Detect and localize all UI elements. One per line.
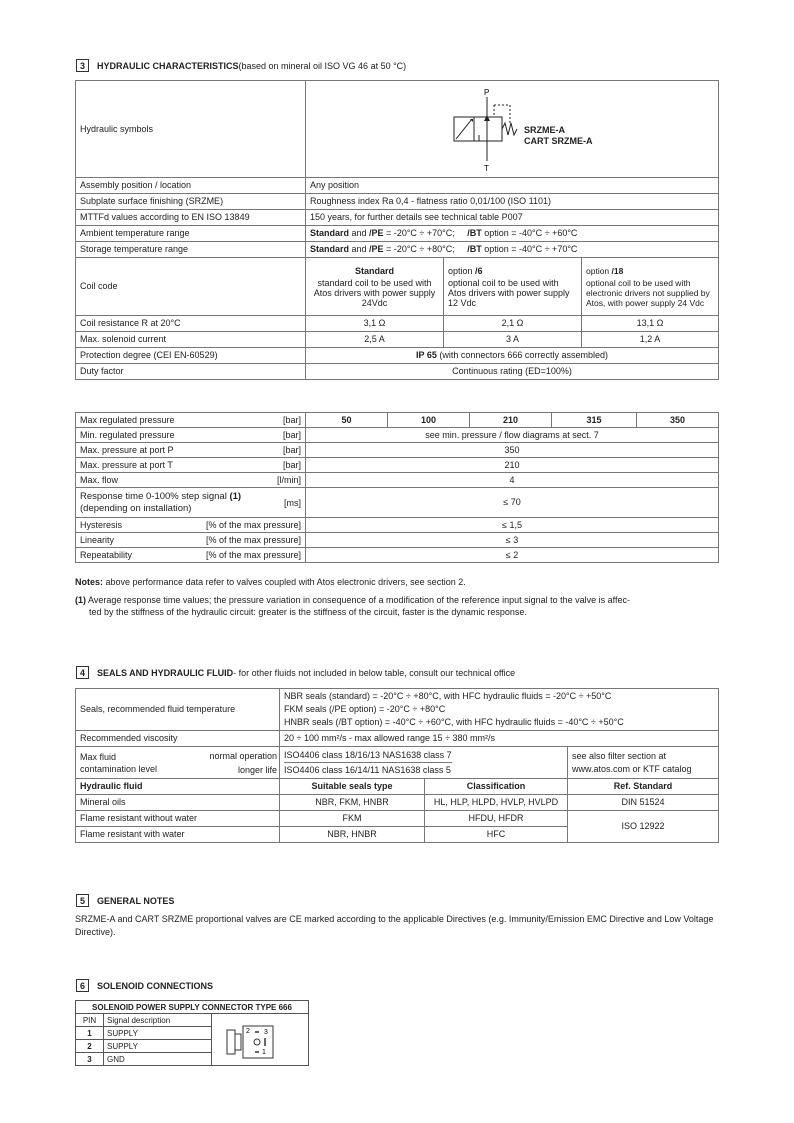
duty-value: Continuous rating (ED=100%) [306,364,719,380]
general-notes-text: SRZME-A and CART SRZME proportional valves are CE marked according to the applicable Directives (e.g. Immunity/Emission EMC Directive and Low Voltage Directive). [75,914,714,937]
hysteresis-label: Hysteresis [76,518,188,533]
storage-label: Storage temperature range [76,242,306,258]
connector-pin-2-label: 2 [246,1028,250,1035]
pin-number: 1 [76,1027,104,1040]
section-subtitle: - for other fluids not included in below table, consult our technical office [233,667,516,678]
hysteresis-value: ≤ 1,5 [306,518,719,533]
coil-resistance-std: 3,1 Ω [306,316,444,332]
fluid-name: Flame resistant with water [76,827,280,843]
pressure-50: 50 [306,413,388,428]
head-seals-type: Suitable seals type [280,779,425,795]
response-time-label: Response time 0-100% step signal (1) (depending on installation) [ms] [76,488,306,518]
mttfd-value: 150 years, for further details see technical table P007 [306,210,719,226]
symbols-label: Hydraulic symbols [76,81,306,178]
section-3-header [76,59,406,72]
fluid-classification: HFC [425,827,568,843]
max-pressure-p-unit: [bar] [188,443,306,458]
coil-resistance-18: 13,1 Ω [582,316,719,332]
seals-label: Seals, recommended fluid temperature [76,689,280,731]
fluid-ref: DIN 51524 [568,795,719,811]
contamination-conditions: normal operation longer life [196,747,280,779]
hysteresis-unit: [% of the max pressure] [188,518,306,533]
fluid-name: Mineral oils [76,795,280,811]
section-number: 4 [76,666,89,679]
solenoid-current-label: Max. solenoid current [76,332,306,348]
hydraulic-characteristics-table [75,80,719,380]
fluid-classification: HFDU, HFDR [425,811,568,827]
max-pressure-t-label: Max. pressure at port T [76,458,188,473]
min-regulated-value: see min. pressure / flow diagrams at sect. 7 [306,428,719,443]
table-row [76,795,719,811]
section-number: 6 [76,979,89,992]
solenoid-current-std: 2,5 A [306,332,444,348]
coil-standard: Standard standard coil to be used with Atos drivers with power supply 24Vdc [306,258,444,316]
pin-description: SUPPLY [104,1027,212,1040]
section-subtitle: (based on mineral oil ISO VG 46 at 50 °C) [238,60,407,71]
section-4-header [76,666,515,679]
filter-section-note: see also filter section at www.atos.com or KTF catalog [568,747,719,779]
connector-diagram [212,1014,309,1066]
contamination-values: ISO4406 class 18/16/13 NAS1638 class 7 ISO4406 class 16/14/11 NAS1638 class 5 [280,747,568,779]
duty-label: Duty factor [76,364,306,380]
max-pressure-t-unit: [bar] [188,458,306,473]
max-pressure-t-value: 210 [306,458,719,473]
contamination-label: Max fluid contamination level [76,747,196,779]
fluid-name: Flame resistant without water [76,811,280,827]
fluid-classification: HL, HLP, HLPD, HVLP, HVLPD [425,795,568,811]
linearity-value: ≤ 3 [306,533,719,548]
assembly-label: Assembly position / location [76,178,306,194]
section-5-header [76,894,174,907]
connector-pin-1-label: 1 [262,1049,266,1056]
fluid-seals: FKM [280,811,425,827]
coil-code-label: Coil code [76,258,306,316]
pressure-100: 100 [388,413,470,428]
footnote-1: (1) Average response time values; the pressure variation in consequence of a modification of the reference input signal to the valve is affec- ted by the stiffness of the hydraulic circuit: greater is the stiffness of the circuit, faster is the dynamic response. [75,595,630,617]
subplate-value: Roughness index Ra 0,4 - flatness ratio 0,01/100 (ISO 1101) [306,194,719,210]
symbol-port-t: T [484,164,489,173]
response-time-unit: [ms] [284,498,301,508]
table-row [76,811,719,827]
col-signal-description: Signal description [104,1014,212,1027]
pin-description: SUPPLY [104,1040,212,1053]
max-regulated-label: Max regulated pressure [76,413,188,428]
coil-option-18: option /18 optional coil to be used with electronic drivers not supplied by Atos, with power supply 24 Vdc [582,258,719,316]
mttfd-label: MTTFd values according to EN ISO 13849 [76,210,306,226]
coil-resistance-label: Coil resistance R at 20°C [76,316,306,332]
section-title: SOLENOID CONNECTIONS [97,980,214,991]
section-number: 5 [76,894,89,907]
symbol-caption: SRZME-A CART SRZME-A [524,125,593,146]
head-hydraulic-fluid: Hydraulic fluid [76,779,280,795]
viscosity-label: Recommended viscosity [76,731,280,747]
section-6-header [76,979,213,992]
max-regulated-unit: [bar] [188,413,306,428]
repeatability-label: Repeatability [76,548,188,563]
connector-table [75,1000,309,1066]
section-title: GENERAL NOTES [97,895,175,906]
head-classification: Classification [425,779,568,795]
protection-label: Protection degree (CEI EN-60529) [76,348,306,364]
head-ref-standard: Ref. Standard [568,779,719,795]
assembly-value: Any position [306,178,719,194]
connector-table-title: SOLENOID POWER SUPPLY CONNECTOR TYPE 666 [76,1001,309,1014]
section-title: HYDRAULIC CHARACTERISTICS [97,60,239,71]
subplate-label: Subplate surface finishing (SRZME) [76,194,306,210]
ambient-value: Standard and /PE = -20°C ÷ +70°C; /BT option = -40°C ÷ +60°C [306,226,719,242]
solenoid-current-18: 1,2 A [582,332,719,348]
pin-number: 3 [76,1053,104,1066]
connector-icon [213,1014,308,1064]
max-flow-label: Max. flow [76,473,188,488]
response-time-value: ≤ 70 [306,488,719,518]
pressure-315: 315 [552,413,637,428]
max-pressure-p-label: Max. pressure at port P [76,443,188,458]
storage-value: Standard and /PE = -20°C ÷ +80°C; /BT option = -40°C ÷ +70°C [306,242,719,258]
max-pressure-p-value: 350 [306,443,719,458]
section-title: SEALS AND HYDRAULIC FLUID [97,667,234,678]
pressure-210: 210 [470,413,552,428]
linearity-unit: [% of the max pressure] [188,533,306,548]
min-regulated-label: Min. regulated pressure [76,428,188,443]
pressure-350: 350 [637,413,719,428]
performance-notes: Notes: above performance data refer to valves coupled with Atos electronic drivers, see section 2. [75,577,466,587]
coil-option-6: option /6 optional coil to be used with Atos drivers with power supply 12 Vdc [444,258,582,316]
protection-value: IP 65 (with connectors 666 correctly assembled) [306,348,719,364]
ambient-label: Ambient temperature range [76,226,306,242]
linearity-label: Linearity [76,533,188,548]
coil-resistance-6: 2,1 Ω [444,316,582,332]
fluid-seals: NBR, HNBR [280,827,425,843]
solenoid-current-6: 3 A [444,332,582,348]
col-pin: PIN [76,1014,104,1027]
hydraulic-symbol-cell [306,81,719,178]
seals-fluid-table [75,688,719,843]
section-number: 3 [76,59,89,72]
min-regulated-unit: [bar] [188,428,306,443]
fluid-seals: NBR, FKM, HNBR [280,795,425,811]
connector-pin-3-label: 3 [264,1029,268,1036]
pin-description: GND [104,1053,212,1066]
max-flow-value: 4 [306,473,719,488]
performance-table [75,412,719,563]
seals-value: NBR seals (standard) = -20°C ÷ +80°C, with HFC hydraulic fluids = -20°C ÷ +50°C FKM seals (/PE option) = -20°C ÷ +80°C HNBR seals (/BT option) = -40°C ÷ +60°C, with HFC hydraulic fluids = -40°C ÷ +50°C [280,689,719,731]
max-flow-unit: [l/min] [188,473,306,488]
symbol-port-p: P [484,88,490,97]
viscosity-value: 20 ÷ 100 mm²/s - max allowed range 15 ÷ 380 mm²/s [280,731,719,747]
pin-number: 2 [76,1040,104,1053]
repeatability-value: ≤ 2 [306,548,719,563]
fluid-ref-merged: ISO 12922 [568,811,719,843]
repeatability-unit: [% of the max pressure] [188,548,306,563]
